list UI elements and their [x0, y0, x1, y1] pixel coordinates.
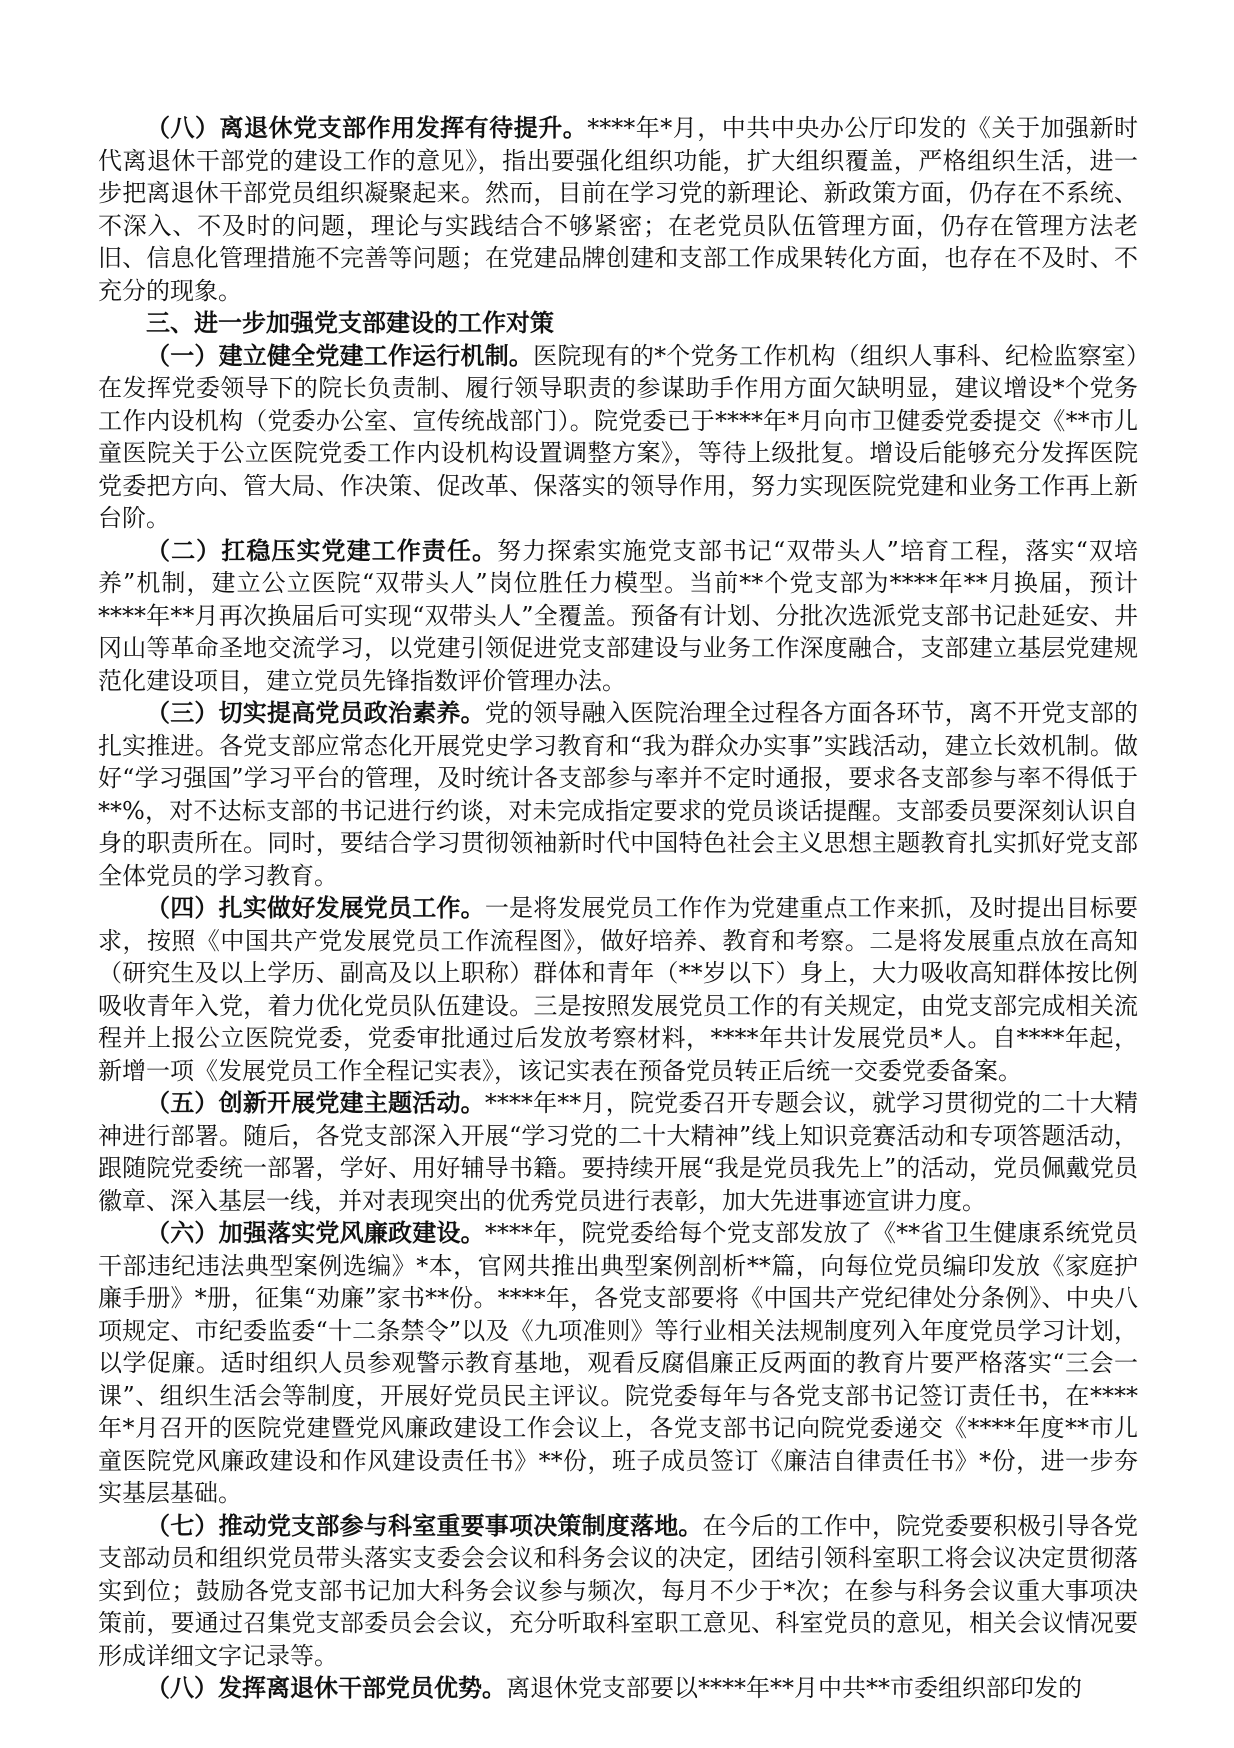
- paragraph-body: 一是将发展党员工作作为党建重点工作来抓，及时提出目标要求，按照《中国共产党发展党员工作流程图》，做好培养、教育和考察。二是将发展重点放在高知（研究生及以上学历、副高及以上职称）群体和青年（**岁以下）身上，大力吸收高知群体按比例吸收青年入党，着力优化党员队伍建设。三是按照发展党员工作的有关规定，由党支部完成相关流程并上报公立医院党委，党委审批通过后发放考察材料，****年共计发展党员*人。自****年起，新增一项《发展党员工作全程记实表》，该记实表在预备党员转正后统一交委党委备案。: [98, 894, 1139, 1085]
- paragraph-lead: （八）发挥离退休干部党员优势。: [146, 1673, 506, 1702]
- paragraph-integrity: [98, 1217, 1138, 1510]
- paragraph-body: 党的领导融入医院治理全过程各方面各环节，离不开党支部的扎实推进。各党支部应常态化开展党史学习教育和“我为群众办实事”实践活动，建立长效机制。做好“学习强国”学习平台的管理，及时统计各支部参与率并不定时通报，要求各支部参与率不得低于**%，对不达标支部的书记进行约谈，对未完成指定要求的党员谈话提醒。支部委员要深刻认识自身的职责所在。同时，要结合学习贯彻领袖新时代中国特色社会主义思想主题教育扎实抓好党支部全体党员的学习教育。: [98, 699, 1139, 890]
- paragraph-theme-activities: [98, 1087, 1138, 1217]
- paragraph-body: ****年*月，中共中央办公厅印发的《关于加强新时代离退休干部党的建设工作的意见》，指出要强化组织功能，扩大组织覆盖，严格组织生活，进一步把离退休干部党员组织凝聚起来。然而，目前在学习党的新理论、新政策方面，仍存在不系统、不深入、不及时的问题，理论与实践结合不够紧密；在老党员队伍管理方面，仍存在管理方法老旧、信息化管理措施不完善等问题；在党建品牌创建和支部工作成果转化方面，也存在不及时、不充分的现象。: [98, 114, 1139, 305]
- paragraph-body: 努力探索实施党支部书记“双带头人”培育工程，落实“双培养”机制，建立公立医院“双带头人”岗位胜任力模型。当前**个党支部为****年**月换届，预计****年**月再次换届后可实现“双带头人”全覆盖。预备有计划、分批次选派党支部书记赴延安、井冈山等革命圣地交流学习，以党建引领促进党支部建设与业务工作深度融合，支部建立基层党建规范化建设项目，建立党员先锋指数评价管理办法。: [98, 536, 1139, 695]
- paragraph-body: ****年**月，院党委召开专题会议，就学习贯彻党的二十大精神进行部署。随后，各党支部深入开展“学习党的二十大精神”线上知识竞赛活动和专项答题活动，跟随院党委统一部署，学好、用好辅导书籍。要持续开展“我是党员我先上”的活动，党员佩戴党员徽章、深入基层一线，并对表现突出的优秀党员进行表彰，加大先进事迹宣讲力度。: [98, 1089, 1139, 1215]
- paragraph-lead: （六）加强落实党风廉政建设。: [146, 1218, 485, 1247]
- paragraph-responsibility: [98, 535, 1138, 698]
- paragraph-decision-making: [98, 1510, 1138, 1673]
- paragraph-mechanism: [98, 340, 1138, 535]
- paragraph-body: 在今后的工作中，院党委要积极引导各党支部动员和组织党员带头落实支委会会议和科务会议的决定，团结引领科室职工将会议决定贯彻落实到位；鼓励各党支部书记加大科务会议参与频次，每月不少于*次；在参与科务会议重大事项决策前，要通过召集党支部委员会会议，充分听取科室职工意见、科室党员的意见，相关会议情况要形成详细文字记录等。: [98, 1511, 1139, 1670]
- paragraph-body: 离退休党支部要以****年**月中共**市委组织部印发的: [506, 1674, 1082, 1702]
- paragraph-lead: （七）推动党支部参与科室重要事项决策制度落地。: [146, 1510, 703, 1540]
- paragraph-lead: （五）创新开展党建主题活动。: [146, 1088, 485, 1117]
- paragraph-retired-branch-role: [98, 112, 1138, 307]
- paragraph-body: ****年，院党委给每个党支部发放了《**省卫生健康系统党员干部违纪违法典型案例选编》*本，官网共推出典型案例剖析**篇，向每位党员编印发放《家庭护廉手册》*册，征集“劝廉”家书**份。****年，各党支部要将《中国共产党纪律处分条例》、中央八项规定、市纪委监委“十二条禁令”以及《九项准则》等行业相关法规制度列入年度党员学习计划，以学促廉。适时组织人员参观警示教育基地，观看反腐倡廉正反两面的教育片要严格落实“三会一课”、组织生活会等制度，开展好党员民主评议。院党委每年与各党支部书记签订责任书，在****年*月召开的医院党建暨党风廉政建设工作会议上，各党支部书记向院党委递交《****年度**市儿童医院党风廉政建设和作风建设责任书》**份，班子成员签订《廉洁自律责任书》*份，进一步夯实基层基础。: [98, 1219, 1139, 1507]
- paragraph-political-literacy: [98, 697, 1138, 892]
- section-heading: 三、进一步加强党支部建设的工作对策: [146, 308, 554, 337]
- document-page: [98, 112, 1138, 1705]
- paragraph-lead: （一）建立健全党建工作运行机制。: [146, 340, 534, 370]
- paragraph-retired-cadres: [98, 1672, 1138, 1705]
- paragraph-body: 医院现有的*个党务工作机构（组织人事科、纪检监察室）在发挥党委领导下的院长负责制、履行领导职责的参谋助手作用方面欠缺明显，建议增设*个党务工作内设机构（党委办公室、宣传统战部门）。院党委已于****年*月向市卫健委党委提交《**市儿童医院关于公立医院党委工作内设机构设置调整方案》，等待上级批复。增设后能够充分发挥医院党委把方向、管大局、作决策、促改革、保落实的领导作用，努力实现医院党建和业务工作再上新台阶。: [98, 341, 1139, 532]
- paragraph-lead: （三）切实提高党员政治素养。: [146, 698, 485, 727]
- paragraph-lead: （四）扎实做好发展党员工作。: [146, 893, 485, 922]
- paragraph-lead: （二）扛稳压实党建工作责任。: [146, 535, 498, 565]
- paragraph-member-development: [98, 892, 1138, 1087]
- paragraph-lead: （八）离退休党支部作用发挥有待提升。: [146, 113, 588, 142]
